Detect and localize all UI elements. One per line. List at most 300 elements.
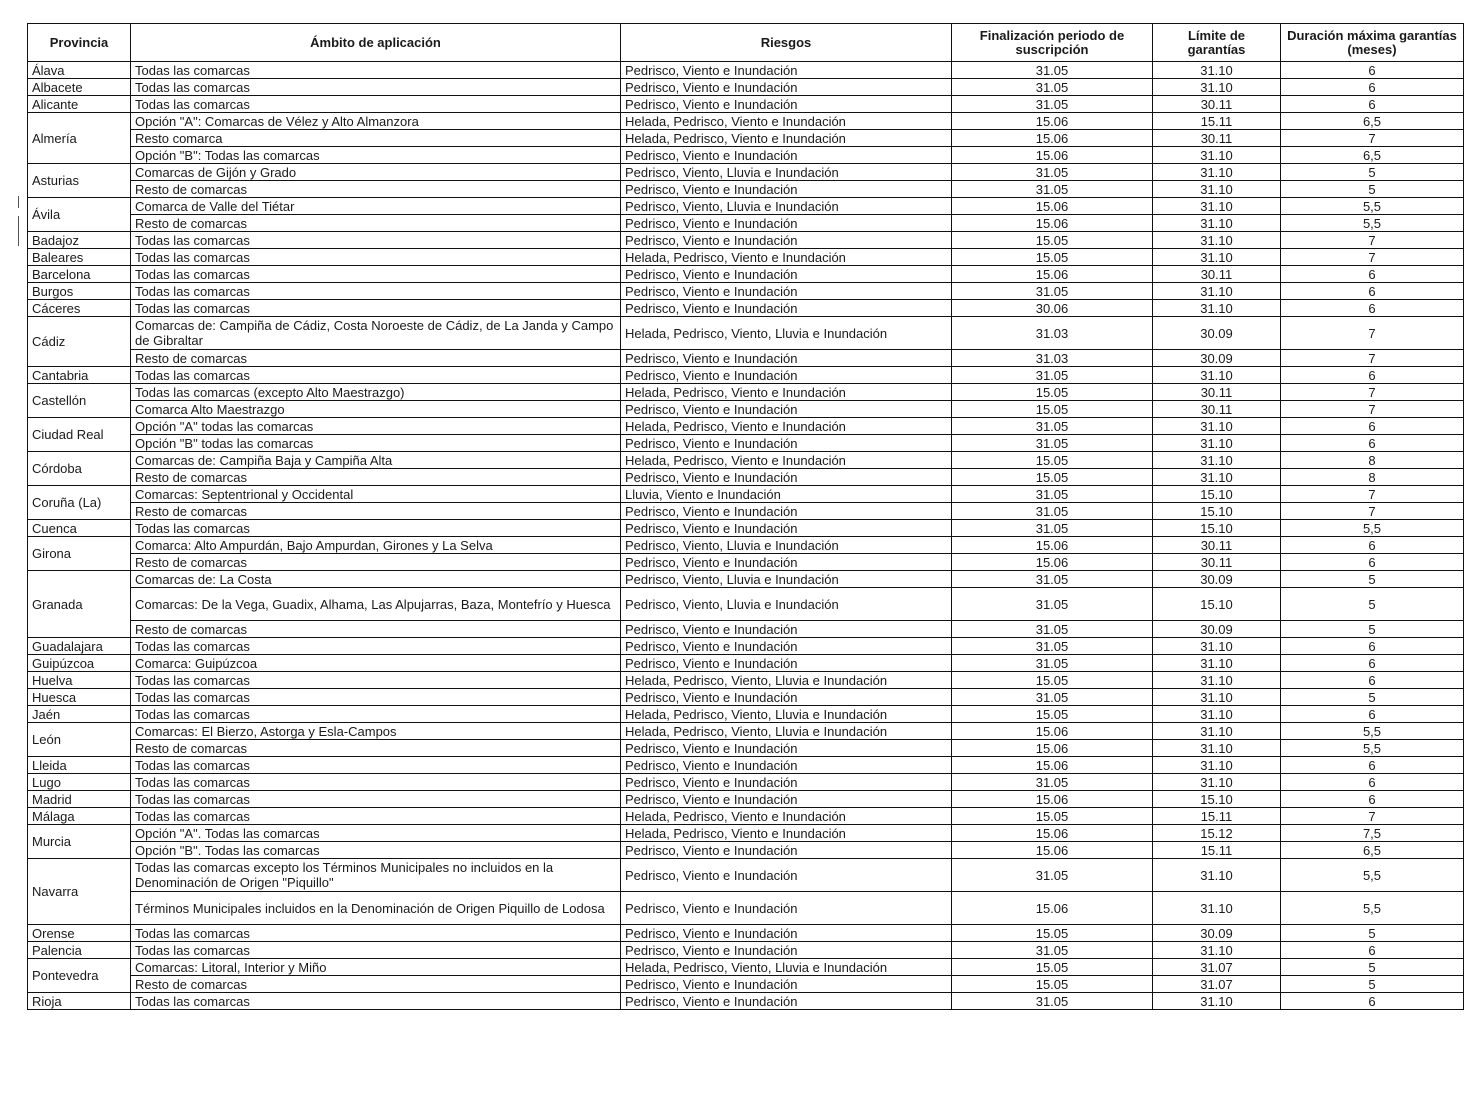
- provincia-cell: Badajoz: [28, 232, 131, 249]
- ambito-cell: Resto de comarcas: [131, 181, 621, 198]
- provincia-cell: Ávila: [28, 198, 131, 232]
- table-row: [28, 520, 1464, 537]
- table-row: [28, 266, 1464, 283]
- finalizacion-cell: 31.05: [952, 503, 1153, 520]
- ambito-cell: Opción "B". Todas las comarcas: [131, 842, 621, 859]
- limite-cell: 31.10: [1153, 418, 1281, 435]
- riesgos-cell: Pedrisco, Viento e Inundación: [621, 520, 952, 537]
- table-row: [28, 418, 1464, 435]
- table-row: [28, 537, 1464, 554]
- riesgos-cell: Pedrisco, Viento e Inundación: [621, 215, 952, 232]
- ambito-cell: Todas las comarcas: [131, 638, 621, 655]
- duracion-cell: 5,5: [1281, 520, 1464, 537]
- ambito-cell: Comarcas: Litoral, Interior y Miño: [131, 959, 621, 976]
- riesgos-cell: Helada, Pedrisco, Viento e Inundación: [621, 452, 952, 469]
- table-row: [28, 791, 1464, 808]
- limite-cell: 31.10: [1153, 62, 1281, 79]
- duracion-cell: 6: [1281, 300, 1464, 317]
- header-duracion: Duración máxima garantías (meses): [1281, 24, 1464, 62]
- provincia-cell: Huesca: [28, 689, 131, 706]
- header-limite: Límite de garantías: [1153, 24, 1281, 62]
- riesgos-cell: Pedrisco, Viento, Lluvia e Inundación: [621, 571, 952, 588]
- finalizacion-cell: 15.05: [952, 976, 1153, 993]
- finalizacion-cell: 15.05: [952, 959, 1153, 976]
- table-row: [28, 198, 1464, 215]
- riesgos-cell: Pedrisco, Viento e Inundación: [621, 655, 952, 672]
- finalizacion-cell: 15.06: [952, 266, 1153, 283]
- duracion-cell: 6: [1281, 283, 1464, 300]
- table-row: [28, 554, 1464, 571]
- duracion-cell: 6: [1281, 435, 1464, 452]
- limite-cell: 30.09: [1153, 925, 1281, 942]
- table-row: [28, 757, 1464, 774]
- finalizacion-cell: 15.05: [952, 808, 1153, 825]
- ambito-cell: Todas las comarcas: [131, 774, 621, 791]
- finalizacion-cell: 31.05: [952, 638, 1153, 655]
- limite-cell: 15.11: [1153, 808, 1281, 825]
- ambito-cell: Resto de comarcas: [131, 621, 621, 638]
- duracion-cell: 6: [1281, 266, 1464, 283]
- limite-cell: 31.10: [1153, 367, 1281, 384]
- ambito-cell: Todas las comarcas: [131, 79, 621, 96]
- finalizacion-cell: 15.06: [952, 113, 1153, 130]
- ambito-cell: Todas las comarcas: [131, 283, 621, 300]
- provincia-cell: León: [28, 723, 131, 757]
- finalizacion-cell: 15.05: [952, 384, 1153, 401]
- table-row: [28, 706, 1464, 723]
- header-ambito: Ámbito de aplicación: [131, 24, 621, 62]
- limite-cell: 31.10: [1153, 215, 1281, 232]
- duracion-cell: 5: [1281, 925, 1464, 942]
- limite-cell: 31.10: [1153, 757, 1281, 774]
- ambito-cell: Resto de comarcas: [131, 503, 621, 520]
- riesgos-cell: Helada, Pedrisco, Viento, Lluvia e Inundación: [621, 706, 952, 723]
- riesgos-cell: Pedrisco, Viento e Inundación: [621, 554, 952, 571]
- ambito-cell: Resto de comarcas: [131, 554, 621, 571]
- ambito-cell: Comarca de Valle del Tiétar: [131, 198, 621, 215]
- riesgos-cell: Pedrisco, Viento e Inundación: [621, 283, 952, 300]
- ambito-cell: Comarcas: Septentrional y Occidental: [131, 486, 621, 503]
- table-row: [28, 621, 1464, 638]
- finalizacion-cell: 31.05: [952, 181, 1153, 198]
- riesgos-cell: Pedrisco, Viento e Inundación: [621, 300, 952, 317]
- ambito-cell: Resto comarca: [131, 130, 621, 147]
- ambito-cell: Todas las comarcas: [131, 232, 621, 249]
- riesgos-cell: Pedrisco, Viento e Inundación: [621, 740, 952, 757]
- provincia-cell: Murcia: [28, 825, 131, 859]
- ambito-cell: Todas las comarcas: [131, 689, 621, 706]
- limite-cell: 30.11: [1153, 401, 1281, 418]
- limite-cell: 31.10: [1153, 655, 1281, 672]
- header-row: [28, 24, 1464, 62]
- table-body: [28, 62, 1464, 1010]
- ambito-cell: Comarcas de: Campiña de Cádiz, Costa Noroeste de Cádiz, de La Janda y Campo de Gibraltar: [131, 317, 621, 350]
- provincia-cell: Cuenca: [28, 520, 131, 537]
- ambito-cell: Todas las comarcas: [131, 942, 621, 959]
- provincia-cell: Ciudad Real: [28, 418, 131, 452]
- limite-cell: 31.10: [1153, 79, 1281, 96]
- provincia-cell: Cádiz: [28, 317, 131, 367]
- provincia-cell: Guadalajara: [28, 638, 131, 655]
- table-row: [28, 993, 1464, 1010]
- finalizacion-cell: 15.05: [952, 672, 1153, 689]
- table-row: [28, 384, 1464, 401]
- finalizacion-cell: 15.05: [952, 469, 1153, 486]
- scan-margin-mark-2: [18, 216, 19, 246]
- ambito-cell: Comarcas de Gijón y Grado: [131, 164, 621, 181]
- riesgos-cell: Pedrisco, Viento e Inundación: [621, 976, 952, 993]
- table-row: [28, 976, 1464, 993]
- finalizacion-cell: 15.06: [952, 554, 1153, 571]
- ambito-cell: Comarcas de: Campiña Baja y Campiña Alta: [131, 452, 621, 469]
- ambito-cell: Todas las comarcas: [131, 808, 621, 825]
- provincia-cell: Rioja: [28, 993, 131, 1010]
- ambito-cell: Todas las comarcas: [131, 520, 621, 537]
- duracion-cell: 6: [1281, 638, 1464, 655]
- limite-cell: 30.09: [1153, 350, 1281, 367]
- provincia-cell: Castellón: [28, 384, 131, 418]
- ambito-cell: Todas las comarcas: [131, 706, 621, 723]
- table-row: [28, 96, 1464, 113]
- duracion-cell: 7: [1281, 317, 1464, 350]
- provincia-cell: Orense: [28, 925, 131, 942]
- finalizacion-cell: 31.05: [952, 655, 1153, 672]
- table-row: [28, 925, 1464, 942]
- limite-cell: 31.10: [1153, 689, 1281, 706]
- provincia-cell: Coruña (La): [28, 486, 131, 520]
- ambito-cell: Comarcas: De la Vega, Guadix, Alhama, Las Alpujarras, Baza, Montefrío y Huesca: [131, 588, 621, 621]
- duracion-cell: 5: [1281, 621, 1464, 638]
- finalizacion-cell: 31.03: [952, 317, 1153, 350]
- duracion-cell: 6: [1281, 672, 1464, 689]
- ambito-cell: Resto de comarcas: [131, 740, 621, 757]
- duracion-cell: 5: [1281, 164, 1464, 181]
- duracion-cell: 6: [1281, 367, 1464, 384]
- ambito-cell: Comarca: Guipúzcoa: [131, 655, 621, 672]
- finalizacion-cell: 31.05: [952, 164, 1153, 181]
- ambito-cell: Todas las comarcas: [131, 266, 621, 283]
- duracion-cell: 7,5: [1281, 825, 1464, 842]
- riesgos-cell: Pedrisco, Viento e Inundación: [621, 859, 952, 892]
- ambito-cell: Todas las comarcas: [131, 757, 621, 774]
- duracion-cell: 6: [1281, 993, 1464, 1010]
- riesgos-cell: Helada, Pedrisco, Viento, Lluvia e Inundación: [621, 723, 952, 740]
- table-row: [28, 232, 1464, 249]
- duracion-cell: 7: [1281, 350, 1464, 367]
- riesgos-cell: Pedrisco, Viento e Inundación: [621, 993, 952, 1010]
- provincia-cell: Barcelona: [28, 266, 131, 283]
- ambito-cell: Resto de comarcas: [131, 469, 621, 486]
- finalizacion-cell: 31.05: [952, 993, 1153, 1010]
- table-row: [28, 401, 1464, 418]
- provincia-cell: Granada: [28, 571, 131, 638]
- ambito-cell: Opción "B" todas las comarcas: [131, 435, 621, 452]
- table-row: [28, 130, 1464, 147]
- finalizacion-cell: 31.05: [952, 942, 1153, 959]
- ambito-cell: Resto de comarcas: [131, 350, 621, 367]
- ambito-cell: Todas las comarcas: [131, 249, 621, 266]
- table-row: [28, 859, 1464, 892]
- ambito-cell: Comarca: Alto Ampurdán, Bajo Ampurdan, Girones y La Selva: [131, 537, 621, 554]
- table-row: [28, 350, 1464, 367]
- finalizacion-cell: 31.05: [952, 418, 1153, 435]
- duracion-cell: 5: [1281, 689, 1464, 706]
- limite-cell: 31.10: [1153, 300, 1281, 317]
- finalizacion-cell: 31.05: [952, 79, 1153, 96]
- finalizacion-cell: 31.05: [952, 435, 1153, 452]
- table-row: [28, 672, 1464, 689]
- limite-cell: 15.10: [1153, 486, 1281, 503]
- limite-cell: 31.10: [1153, 892, 1281, 925]
- ambito-cell: Comarcas: El Bierzo, Astorga y Esla-Campos: [131, 723, 621, 740]
- provincia-cell: Jaén: [28, 706, 131, 723]
- duracion-cell: 7: [1281, 232, 1464, 249]
- table-row: [28, 689, 1464, 706]
- table-row: [28, 942, 1464, 959]
- limite-cell: 15.10: [1153, 520, 1281, 537]
- limite-cell: 15.11: [1153, 842, 1281, 859]
- table-row: [28, 317, 1464, 350]
- ambito-cell: Comarcas de: La Costa: [131, 571, 621, 588]
- finalizacion-cell: 31.05: [952, 774, 1153, 791]
- table-row: [28, 300, 1464, 317]
- provincia-cell: Albacete: [28, 79, 131, 96]
- finalizacion-cell: 15.06: [952, 842, 1153, 859]
- duracion-cell: 6: [1281, 554, 1464, 571]
- ambito-cell: Todas las comarcas (excepto Alto Maestrazgo): [131, 384, 621, 401]
- finalizacion-cell: 31.05: [952, 520, 1153, 537]
- table-row: [28, 842, 1464, 859]
- table-row: [28, 435, 1464, 452]
- riesgos-cell: Pedrisco, Viento e Inundación: [621, 942, 952, 959]
- provincia-cell: Málaga: [28, 808, 131, 825]
- limite-cell: 30.11: [1153, 96, 1281, 113]
- limite-cell: 15.10: [1153, 791, 1281, 808]
- limite-cell: 30.11: [1153, 266, 1281, 283]
- riesgos-cell: Pedrisco, Viento, Lluvia e Inundación: [621, 198, 952, 215]
- finalizacion-cell: 15.05: [952, 401, 1153, 418]
- riesgos-cell: Pedrisco, Viento e Inundación: [621, 232, 952, 249]
- riesgos-cell: Helada, Pedrisco, Viento e Inundación: [621, 113, 952, 130]
- finalizacion-cell: 31.03: [952, 350, 1153, 367]
- duracion-cell: 6,5: [1281, 842, 1464, 859]
- duracion-cell: 6: [1281, 96, 1464, 113]
- duracion-cell: 7: [1281, 503, 1464, 520]
- finalizacion-cell: 15.05: [952, 925, 1153, 942]
- limite-cell: 31.10: [1153, 993, 1281, 1010]
- finalizacion-cell: 15.06: [952, 892, 1153, 925]
- duracion-cell: 6: [1281, 942, 1464, 959]
- finalizacion-cell: 15.05: [952, 452, 1153, 469]
- table-row: [28, 892, 1464, 925]
- limite-cell: 31.10: [1153, 283, 1281, 300]
- finalizacion-cell: 15.06: [952, 723, 1153, 740]
- header-provincia: Provincia: [28, 24, 131, 62]
- finalizacion-cell: 31.05: [952, 588, 1153, 621]
- finalizacion-cell: 31.05: [952, 859, 1153, 892]
- riesgos-cell: Pedrisco, Viento e Inundación: [621, 147, 952, 164]
- finalizacion-cell: 15.06: [952, 791, 1153, 808]
- provincia-cell: Almería: [28, 113, 131, 164]
- riesgos-cell: Pedrisco, Viento e Inundación: [621, 401, 952, 418]
- riesgos-cell: Helada, Pedrisco, Viento e Inundación: [621, 418, 952, 435]
- duracion-cell: 5: [1281, 571, 1464, 588]
- riesgos-cell: Pedrisco, Viento e Inundación: [621, 96, 952, 113]
- limite-cell: 30.11: [1153, 130, 1281, 147]
- duracion-cell: 6: [1281, 79, 1464, 96]
- table-row: [28, 62, 1464, 79]
- provincia-cell: Cantabria: [28, 367, 131, 384]
- riesgos-cell: Pedrisco, Viento e Inundación: [621, 689, 952, 706]
- duracion-cell: 6: [1281, 418, 1464, 435]
- provincia-cell: Madrid: [28, 791, 131, 808]
- provincia-cell: Asturias: [28, 164, 131, 198]
- duracion-cell: 6,5: [1281, 147, 1464, 164]
- table-header: [28, 24, 1464, 62]
- header-finalizacion: Finalización periodo de suscripción: [952, 24, 1153, 62]
- ambito-cell: Opción "A". Todas las comarcas: [131, 825, 621, 842]
- limite-cell: 31.10: [1153, 740, 1281, 757]
- table-row: [28, 740, 1464, 757]
- table-row: [28, 367, 1464, 384]
- limite-cell: 31.07: [1153, 959, 1281, 976]
- limite-cell: 15.11: [1153, 113, 1281, 130]
- ambito-cell: Opción "A" todas las comarcas: [131, 418, 621, 435]
- riesgos-cell: Pedrisco, Viento e Inundación: [621, 925, 952, 942]
- duracion-cell: 5: [1281, 181, 1464, 198]
- finalizacion-cell: 31.05: [952, 571, 1153, 588]
- riesgos-cell: Helada, Pedrisco, Viento e Inundación: [621, 825, 952, 842]
- provincia-cell: Córdoba: [28, 452, 131, 486]
- finalizacion-cell: 15.05: [952, 706, 1153, 723]
- provincia-cell: Palencia: [28, 942, 131, 959]
- finalizacion-cell: 15.06: [952, 825, 1153, 842]
- limite-cell: 31.10: [1153, 672, 1281, 689]
- limite-cell: 30.11: [1153, 537, 1281, 554]
- limite-cell: 31.10: [1153, 435, 1281, 452]
- duracion-cell: 6: [1281, 774, 1464, 791]
- ambito-cell: Resto de comarcas: [131, 215, 621, 232]
- provincia-cell: Guipúzcoa: [28, 655, 131, 672]
- duracion-cell: 6: [1281, 706, 1464, 723]
- finalizacion-cell: 15.06: [952, 740, 1153, 757]
- finalizacion-cell: 15.06: [952, 537, 1153, 554]
- riesgos-cell: Helada, Pedrisco, Viento e Inundación: [621, 384, 952, 401]
- ambito-cell: Comarca Alto Maestrazgo: [131, 401, 621, 418]
- table-row: [28, 959, 1464, 976]
- riesgos-cell: Pedrisco, Viento e Inundación: [621, 774, 952, 791]
- riesgos-cell: Helada, Pedrisco, Viento, Lluvia e Inundación: [621, 959, 952, 976]
- duracion-cell: 6,5: [1281, 113, 1464, 130]
- ambito-cell: Opción "A": Comarcas de Vélez y Alto Almanzora: [131, 113, 621, 130]
- ambito-cell: Todas las comarcas: [131, 993, 621, 1010]
- finalizacion-cell: 15.05: [952, 249, 1153, 266]
- limite-cell: 31.10: [1153, 859, 1281, 892]
- duracion-cell: 8: [1281, 469, 1464, 486]
- riesgos-cell: Pedrisco, Viento e Inundación: [621, 367, 952, 384]
- duracion-cell: 7: [1281, 384, 1464, 401]
- duracion-cell: 5,5: [1281, 723, 1464, 740]
- table-row: [28, 79, 1464, 96]
- provincia-cell: Cáceres: [28, 300, 131, 317]
- table-row: [28, 215, 1464, 232]
- table-row: [28, 808, 1464, 825]
- table-row: [28, 469, 1464, 486]
- riesgos-cell: Pedrisco, Viento, Lluvia e Inundación: [621, 588, 952, 621]
- limite-cell: 31.10: [1153, 774, 1281, 791]
- riesgos-cell: Pedrisco, Viento e Inundación: [621, 842, 952, 859]
- table-row: [28, 164, 1464, 181]
- riesgos-cell: Helada, Pedrisco, Viento e Inundación: [621, 130, 952, 147]
- ambito-cell: Opción "B": Todas las comarcas: [131, 147, 621, 164]
- provincia-cell: Pontevedra: [28, 959, 131, 993]
- limite-cell: 31.10: [1153, 638, 1281, 655]
- riesgos-cell: Pedrisco, Viento e Inundación: [621, 79, 952, 96]
- duracion-cell: 7: [1281, 401, 1464, 418]
- finalizacion-cell: 31.05: [952, 689, 1153, 706]
- insurance-guarantees-table: [27, 23, 1464, 1010]
- riesgos-cell: Helada, Pedrisco, Viento, Lluvia e Inundación: [621, 672, 952, 689]
- limite-cell: 31.10: [1153, 198, 1281, 215]
- finalizacion-cell: 15.06: [952, 757, 1153, 774]
- limite-cell: 31.10: [1153, 942, 1281, 959]
- duracion-cell: 5: [1281, 976, 1464, 993]
- limite-cell: 31.10: [1153, 469, 1281, 486]
- ambito-cell: Todas las comarcas: [131, 367, 621, 384]
- finalizacion-cell: 15.06: [952, 215, 1153, 232]
- limite-cell: 30.09: [1153, 621, 1281, 638]
- ambito-cell: Todas las comarcas: [131, 96, 621, 113]
- duracion-cell: 5,5: [1281, 215, 1464, 232]
- table-row: [28, 283, 1464, 300]
- riesgos-cell: Pedrisco, Viento e Inundación: [621, 621, 952, 638]
- limite-cell: 31.10: [1153, 723, 1281, 740]
- riesgos-cell: Helada, Pedrisco, Viento e Inundación: [621, 249, 952, 266]
- duracion-cell: 5,5: [1281, 740, 1464, 757]
- limite-cell: 31.10: [1153, 706, 1281, 723]
- riesgos-cell: Pedrisco, Viento e Inundación: [621, 62, 952, 79]
- table-row: [28, 723, 1464, 740]
- duracion-cell: 8: [1281, 452, 1464, 469]
- provincia-cell: Lleida: [28, 757, 131, 774]
- provincia-cell: Huelva: [28, 672, 131, 689]
- table-row: [28, 655, 1464, 672]
- provincia-cell: Alicante: [28, 96, 131, 113]
- riesgos-cell: Pedrisco, Viento e Inundación: [621, 892, 952, 925]
- duracion-cell: 6: [1281, 655, 1464, 672]
- finalizacion-cell: 31.05: [952, 62, 1153, 79]
- duracion-cell: 7: [1281, 486, 1464, 503]
- table-row: [28, 113, 1464, 130]
- finalizacion-cell: 31.05: [952, 486, 1153, 503]
- riesgos-cell: Pedrisco, Viento, Lluvia e Inundación: [621, 537, 952, 554]
- finalizacion-cell: 31.05: [952, 367, 1153, 384]
- table-row: [28, 571, 1464, 588]
- duracion-cell: 7: [1281, 249, 1464, 266]
- limite-cell: 31.10: [1153, 164, 1281, 181]
- duracion-cell: 6: [1281, 62, 1464, 79]
- table-row: [28, 181, 1464, 198]
- limite-cell: 31.10: [1153, 181, 1281, 198]
- finalizacion-cell: 30.06: [952, 300, 1153, 317]
- limite-cell: 31.10: [1153, 249, 1281, 266]
- provincia-cell: Navarra: [28, 859, 131, 925]
- ambito-cell: Todas las comarcas: [131, 62, 621, 79]
- header-riesgos: Riesgos: [621, 24, 952, 62]
- duracion-cell: 6: [1281, 791, 1464, 808]
- riesgos-cell: Pedrisco, Viento e Inundación: [621, 757, 952, 774]
- finalizacion-cell: 15.06: [952, 130, 1153, 147]
